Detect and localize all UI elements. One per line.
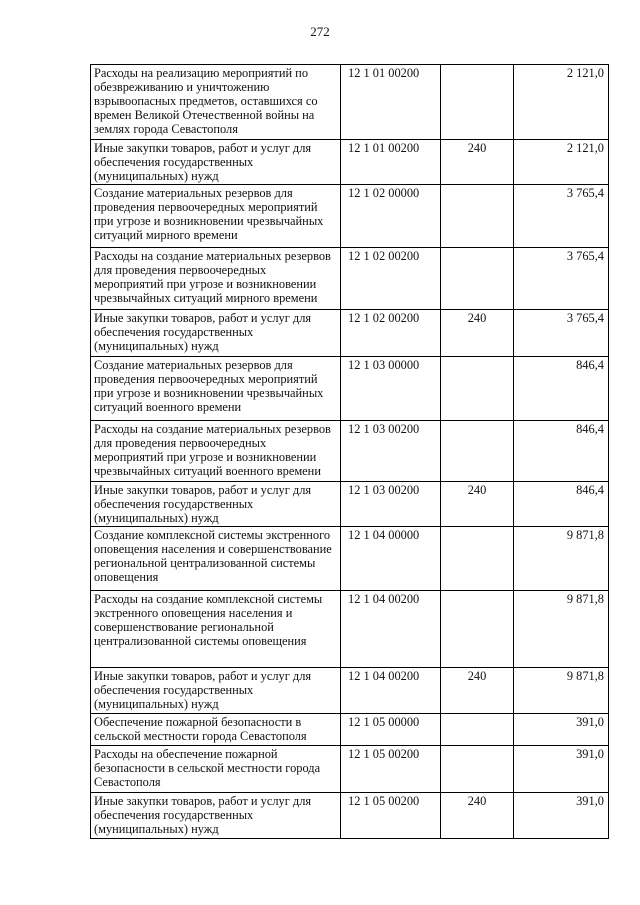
expense-name-cell: Обеспечение пожарной безопасности в сельской местности города Севастополя (91, 714, 341, 746)
expense-name-cell: Иные закупки товаров, работ и услуг для обеспечения государственных (муниципальных) нужд (91, 482, 341, 527)
table-row (91, 793, 609, 839)
expense-name-cell: Иные закупки товаров, работ и услуг для обеспечения государственных (муниципальных) нужд (91, 310, 341, 357)
expense-type-cell (441, 185, 514, 248)
amount-cell: 846,4 (514, 357, 609, 421)
budget-table-body (91, 65, 609, 839)
expense-type-cell (441, 248, 514, 310)
expense-name-cell: Расходы на создание комплексной системы экстренного оповещения населения и совершенствование региональной централизованной системы оповещения (91, 591, 341, 668)
expense-type-cell (441, 357, 514, 421)
amount-cell: 846,4 (514, 421, 609, 482)
target-code-cell: 12 1 01 00200 (341, 140, 441, 185)
expense-name-cell: Создание материальных резервов для проведения первоочередных мероприятий при угрозе и возникновении чрезвычайных ситуаций военного времени (91, 357, 341, 421)
amount-cell: 3 765,4 (514, 248, 609, 310)
expense-type-cell: 240 (441, 140, 514, 185)
expense-name-cell: Расходы на создание материальных резервов для проведения первоочередных мероприятий при угрозе и возникновении чрезвычайных ситуаций военного времени (91, 421, 341, 482)
expense-type-cell (441, 591, 514, 668)
table-row (91, 714, 609, 746)
amount-cell: 846,4 (514, 482, 609, 527)
expense-type-cell: 240 (441, 482, 514, 527)
table-row (91, 65, 609, 140)
target-code-cell: 12 1 03 00000 (341, 357, 441, 421)
expense-type-cell (441, 714, 514, 746)
target-code-cell: 12 1 02 00200 (341, 310, 441, 357)
table-row (91, 140, 609, 185)
table-row (91, 527, 609, 591)
target-code-cell: 12 1 05 00200 (341, 793, 441, 839)
target-code-cell: 12 1 03 00200 (341, 421, 441, 482)
expense-name-cell: Расходы на обеспечение пожарной безопасности в сельской местности города Севастополя (91, 746, 341, 793)
expense-type-cell: 240 (441, 310, 514, 357)
amount-cell: 3 765,4 (514, 185, 609, 248)
table-row (91, 591, 609, 668)
amount-cell: 391,0 (514, 714, 609, 746)
target-code-cell: 12 1 04 00200 (341, 591, 441, 668)
table-row (91, 310, 609, 357)
expense-name-cell: Расходы на создание материальных резервов для проведения первоочередных мероприятий при угрозе и возникновении чрезвычайных ситуаций мирного времени (91, 248, 341, 310)
amount-cell: 9 871,8 (514, 591, 609, 668)
table-row (91, 668, 609, 714)
table-row (91, 248, 609, 310)
target-code-cell: 12 1 02 00000 (341, 185, 441, 248)
amount-cell: 2 121,0 (514, 140, 609, 185)
expense-type-cell (441, 421, 514, 482)
expense-name-cell: Создание материальных резервов для проведения первоочередных мероприятий при угрозе и возникновении чрезвычайных ситуаций мирного времени (91, 185, 341, 248)
amount-cell: 2 121,0 (514, 65, 609, 140)
amount-cell: 9 871,8 (514, 668, 609, 714)
table-row (91, 357, 609, 421)
expense-name-cell: Создание комплексной системы экстренного оповещения населения и совершенствование региональной централизованной системы оповещения (91, 527, 341, 591)
amount-cell: 391,0 (514, 746, 609, 793)
expense-type-cell: 240 (441, 793, 514, 839)
page-number: 272 (310, 24, 330, 39)
target-code-cell: 12 1 02 00200 (341, 248, 441, 310)
table-row (91, 746, 609, 793)
expense-name-cell: Иные закупки товаров, работ и услуг для обеспечения государственных (муниципальных) нужд (91, 140, 341, 185)
target-code-cell: 12 1 04 00000 (341, 527, 441, 591)
table-row (91, 185, 609, 248)
expense-name-cell: Иные закупки товаров, работ и услуг для обеспечения государственных (муниципальных) нужд (91, 668, 341, 714)
target-code-cell: 12 1 05 00000 (341, 714, 441, 746)
expense-name-cell: Иные закупки товаров, работ и услуг для обеспечения государственных (муниципальных) нужд (91, 793, 341, 839)
target-code-cell: 12 1 03 00200 (341, 482, 441, 527)
expense-type-cell: 240 (441, 668, 514, 714)
target-code-cell: 12 1 01 00200 (341, 65, 441, 140)
table-row (91, 482, 609, 527)
target-code-cell: 12 1 04 00200 (341, 668, 441, 714)
amount-cell: 9 871,8 (514, 527, 609, 591)
expense-type-cell (441, 746, 514, 793)
target-code-cell: 12 1 05 00200 (341, 746, 441, 793)
expense-type-cell (441, 65, 514, 140)
budget-table (90, 64, 609, 839)
amount-cell: 3 765,4 (514, 310, 609, 357)
expense-type-cell (441, 527, 514, 591)
expense-name-cell: Расходы на реализацию мероприятий по обезвреживанию и уничтожению взрывоопасных предметов, оставшихся со времен Великой Отечественной войны на землях города Севастополя (91, 65, 341, 140)
table-row (91, 421, 609, 482)
amount-cell: 391,0 (514, 793, 609, 839)
